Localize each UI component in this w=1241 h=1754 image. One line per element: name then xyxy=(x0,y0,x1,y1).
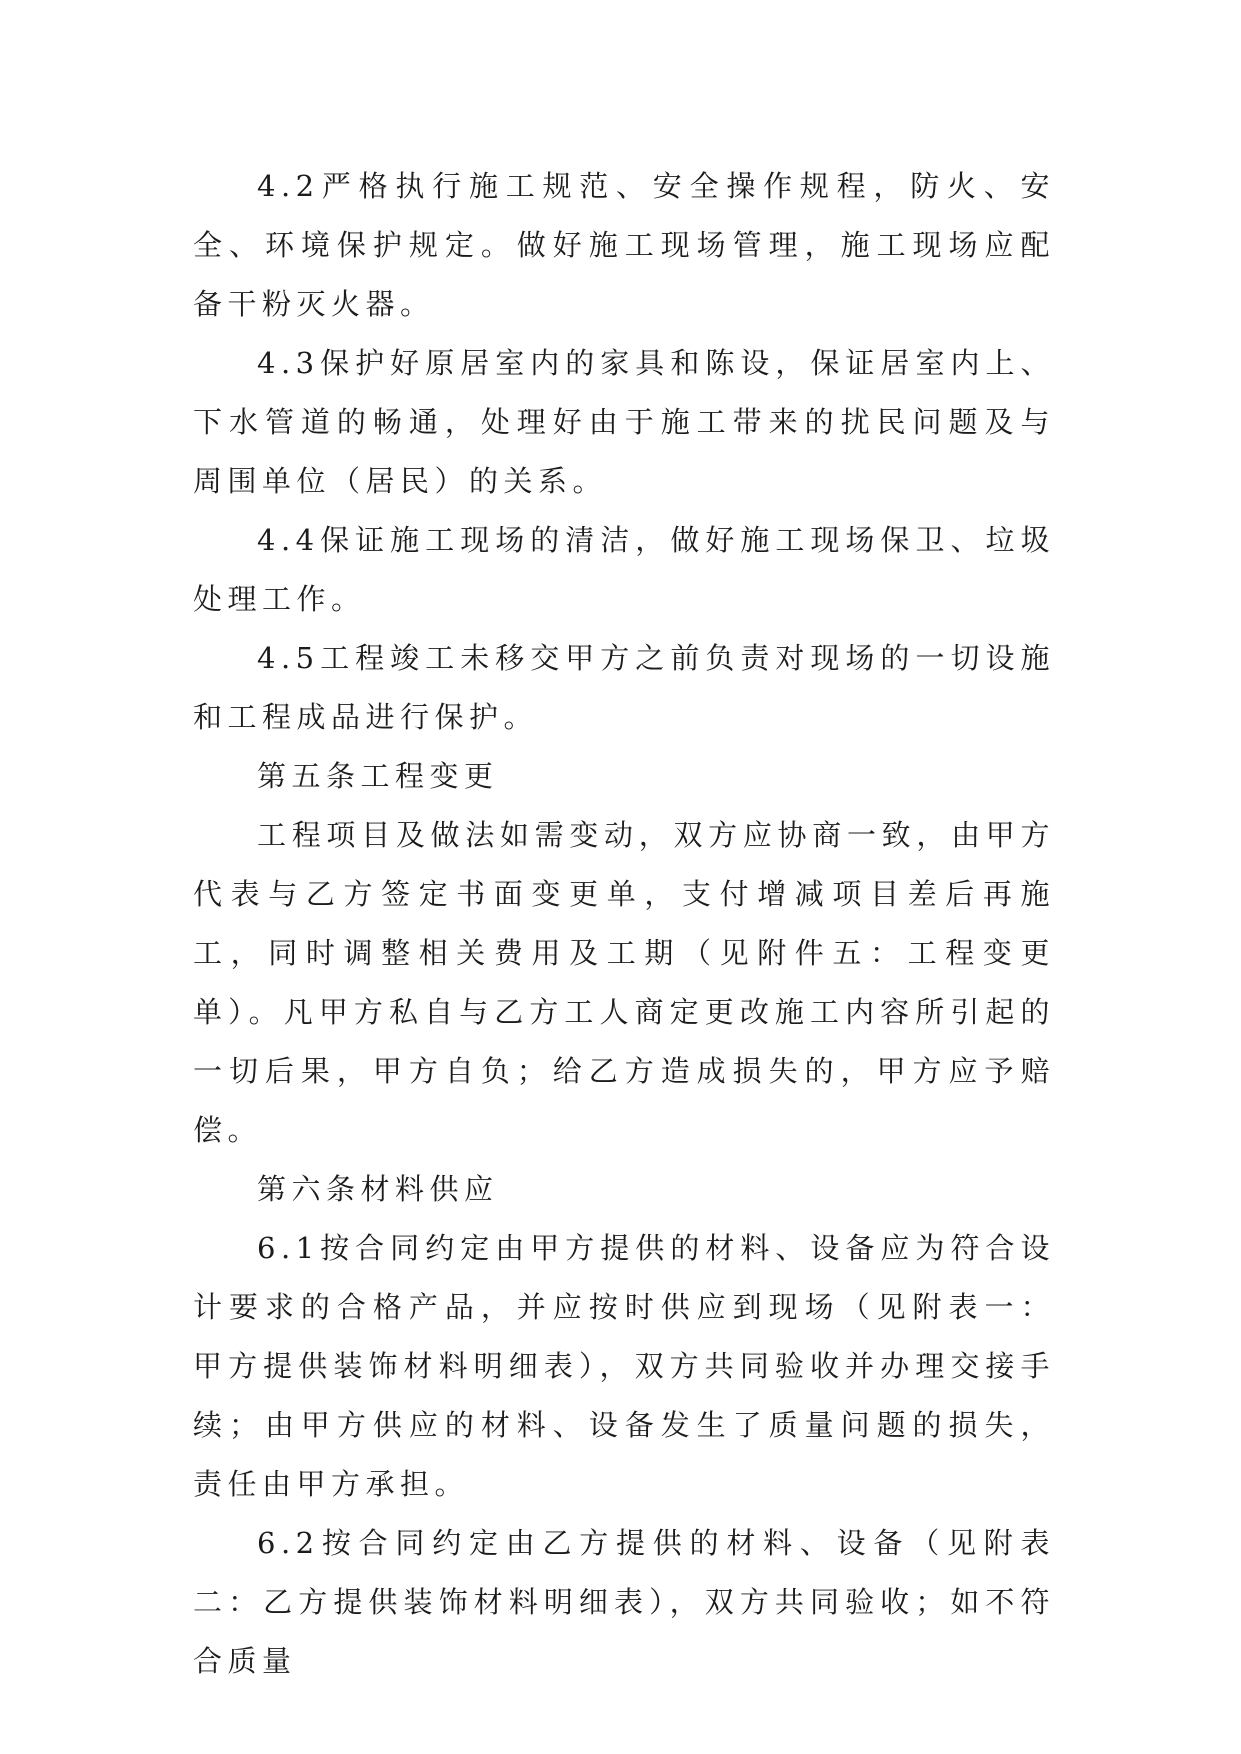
paragraph-6-2: 6.2按合同约定由乙方提供的材料、设备（见附表二：乙方提供装饰材料明细表），双方共同验收；如不符合质量 xyxy=(193,1526,1055,1678)
paragraph-6-1: 6.1按合同约定由甲方提供的材料、设备应为符合设计要求的合格产品，并应按时供应到现场（见附表一：甲方提供装饰材料明细表），双方共同验收并办理交接手续；由甲方供应的材料、设备发生了质量问题的损失，责任由甲方承担。 xyxy=(193,1231,1055,1501)
paragraph-4-5: 4.5工程竣工未移交甲方之前负责对现场的一切设施和工程成品进行保护。 xyxy=(193,641,1055,734)
paragraph-4-2: 4.2严格执行施工规范、安全操作规程，防火、安全、环境保护规定。做好施工现场管理，施工现场应配备干粉灭火器。 xyxy=(193,169,1055,321)
section-heading-6: 第六条材料供应 xyxy=(257,1172,499,1206)
section-heading-5: 第五条工程变更 xyxy=(257,759,499,793)
document-body xyxy=(193,157,1055,1691)
paragraph-4-4: 4.4保证施工现场的清洁，做好施工现场保卫、垃圾处理工作。 xyxy=(193,523,1055,616)
paragraph-4-3: 4.3保护好原居室内的家具和陈设，保证居室内上、下水管道的畅通，处理好由于施工带来的扰民问题及与周围单位（居民）的关系。 xyxy=(193,346,1055,498)
paragraph-5-body: 工程项目及做法如需变动，双方应协商一致，由甲方代表与乙方签定书面变更单，支付增减项目差后再施工，同时调整相关费用及工期（见附件五：工程变更单）。凡甲方私自与乙方工人商定更改施工内容所引起的一切后果，甲方自负；给乙方造成损失的，甲方应予赔偿。 xyxy=(193,818,1055,1147)
